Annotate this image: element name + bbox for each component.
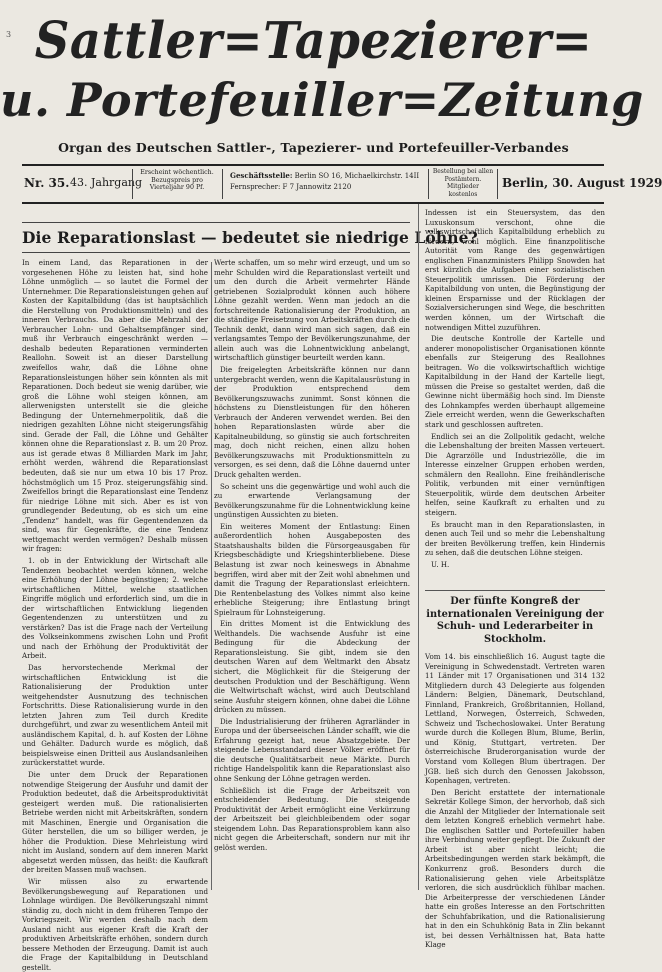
paragraph: Das hervorstechende Merkmal der wirtschaftlichen Entwicklung ist die Rationalisierung der Produktion unter weitgehendster Ausnutzung des technischen Fortschritts. Diese Rationalisierung wurde in den letzten Jahren zum Teil durch Kredite durchgeführt, und zwar zu wesentlichem Anteil mit ausländischem Kapital, d. h. auf Kosten der Löhne und Gehälter. Dadurch wurde es möglich, daß beispielsweise einen Dritteil aus Auslandsanleihen zurückerstattet wurde. bbox=[22, 662, 208, 768]
side-article-headline: Der fünfte Kongreß der internationalen Vereinigung der Schuh- und Lederarbeiter in Stockholm. bbox=[426, 596, 604, 645]
subtitle: Organ des Deutschen Sattler-, Tapezierer- und Portefeuiller-Verbandes bbox=[58, 140, 569, 155]
office-info bbox=[230, 170, 426, 206]
paragraph: Endlich sei an die Zollpolitik gedacht, welche die Lebenshaltung der breiten Massen verteuert. Die Agrarzölle und Industriezölle, die im Interesse einzelner Gruppen erhoben werden, schmälern den Reallohn. Eine freihändlerische Politik, verbunden mit einer vernünftigen Steuerpolitik, würde dem deutschen Arbeiter helfen, seine Kaufkraft zu erhalten und zu steigern. bbox=[425, 431, 605, 517]
info-divider bbox=[132, 169, 133, 199]
office-address: Berlin SO 16, Michaelkirchstr. 14II bbox=[294, 172, 420, 180]
issue-frequency: Erscheint wöchentlich. Bezugspreis pro Vierteljahr 90 Pf. bbox=[140, 169, 214, 191]
paragraph: Die freigelegten Arbeitskräfte können nur dann untergebracht werden, wenn die Kapitalausrüstung in der Produktion entsprechend dem Bevölkerungszuwachs zunimmt. Sonst können die höchstens zu Dienstleistungen für den höheren Verbrauch der Anderen verwendet werden. Bei den hohen Reparationslasten würde aber die Kapitalneubildung, so günstig sie auch fortschreiten mag, doch nicht reichen, einen allzu hohen Bevölkerungszuwachs mit Produktionsmitteln zu versorgen, es sei denn, daß die Löhne dauernd unter Druck gehalten werden. bbox=[214, 365, 410, 480]
paragraph: Die deutsche Kontrolle der Kartelle und anderer monopolistischer Organisationen könnte ebenfalls zur Steigerung des Reallohnes beitragen. Wo die volkswirtschaftlich wichtige Kapitalbildung in der Hand der Kartelle liegt, müssen die Preise so gestaltet werden, daß die Gewinne nicht übermäßig hoch sind. Im Dienste des Lohnkampfes werden überhaupt allgemeine Ziele erreicht werden, wenn die Gewerkschaften stark und geschlossen auftreten. bbox=[425, 334, 605, 430]
paragraph: Vom 14. bis einschließlich 16. August tagte die Vereinigung in Schwedenstadt. Vertreten waren 11 Länder mit 17 Organisationen und 314 132 Mitgliedern durch 43 Delegierte aus folgenden Ländern: Belgien, Dänemark, Deutschland, Finnland, Frankreich, Großbritannien, Holland, Lettland, Norwegen, Österreich, Schweden, Schweiz und Tschechoslowakei. Unter Beratung wurde durch die Kollegen Blum, Blume, Berlin, und König, Stuttgart, vertreten. Der österreichische Bruderorganisation wurde der Vorstand vom Kollegen Blum übertragen. Der JGB. ließ sich durch den Genossen Jakobsson, Kopenhagen, vertreten. bbox=[425, 652, 605, 786]
author-signature: U. H. bbox=[431, 559, 450, 569]
issue-date: Berlin, 30. August 1929 bbox=[502, 176, 662, 190]
paragraph: Indessen ist ein Steuersystem, das den Luxuskonsum verschont, ohne die volkswirtschaftlich Kapitalbildung erheblich zu fördern, wohl möglich. Eine finanzpolitische Autorität vom Range des gegenwärtigen englischen Finanzministers Philipp Snowden hat erst kürzlich die Aufgaben einer sozialistischen Steuerpolitik umrissen. Die Förderung der Kapitalbildung von unten, die Begünstigung der kleinen Ersparnisse und der Rücklagen der Sozialversicherungen sind Wege, die beschritten werden können, um der Wirtschaft die notwendigen Mittel zuzuführen. bbox=[425, 208, 605, 332]
main-article-column-1 bbox=[22, 258, 208, 972]
column-divider bbox=[418, 204, 419, 890]
main-article-column-2 bbox=[214, 258, 410, 890]
paragraph: Die unter dem Druck der Reparationen notwendige Steigerung der Ausfuhr und damit der Produktion bedeutet, daß die Arbeitsproduktivität gesteigert werden muß. Die rationalisierten Betriebe werden nicht mit Arbeitskräften, sondern mit Maschinen, Energie und Organisation die Güter herstellen, die um so billiger werden, je höher die Produktion. Diese Mehrleistung wird nicht im Ausland, sondern auf dem inneren Markt abgesetzt werden müssen, das heißt: die Kaufkraft der breiten Massen muß wachsen. bbox=[22, 769, 208, 875]
paragraph: Es braucht man in den Reparationslasten, in denen auch Teil und so mehr die Lebenshaltung der breiten Bevölkerung treffen, kein Hindernis zu sehen, daß die deutschen Löhne steigen. bbox=[425, 519, 605, 558]
side-article-body bbox=[425, 652, 605, 950]
office-label: Geschäftsstelle: bbox=[230, 171, 293, 180]
article-separator bbox=[425, 590, 605, 591]
page-mark: 3 bbox=[6, 30, 12, 39]
masthead-line1: Sattler=Tapezierer= bbox=[34, 11, 593, 71]
order-info: Bestellung bei allen Postämtern. Mitglieder kostenlos bbox=[432, 168, 494, 198]
paragraph: Den Bericht erstattete der internationale Sekretär Kollege Simon, der hervorhob, daß sich die Anzahl der Mitglieder der Internationale seit dem letzten Kongreß erheblich vermehrt habe. Die englischen Sattler und Portefeuiller haben ihre Verbindung weiter gepflegt. Die Zukunft der Arbeit ist aber nicht leicht; die Arbeitsbedingungen werden stark bekämpft, die Konkurrenz groß. Besonders durch die Rationalisierung gehen viele Arbeitsplätze verloren, die sich ausdrücklich fühlbar machen. Die Arbeiterpresse der verschiedenen Länder hatte ein großes Interesse an den Fortschritten der Schuhfabrikation, und die Rationalisierung hat in den ein Schuhkönig Bata in Zlin bekannt ist, bei dessen Verhältnissen hat, Bata hatte Klage bbox=[425, 787, 605, 950]
paragraph: Ein drittes Moment ist die Entwicklung des Welthandels. Die wachsende Ausfuhr ist eine Bedingung für die Abdeckung der Reparationsleistung. Sie gibt, indem sie den deutschen Waren auf dem Weltmarkt den Absatz sichert, die Möglichkeit für die Steigerung der deutschen Produktion und der Beschäftigung. Wenn die Weltwirtschaft wächst, wird auch Deutschland seine Ausfuhr steigern können, ohne dabei die Löhne drücken zu müssen. bbox=[214, 619, 410, 715]
info-divider bbox=[428, 169, 429, 199]
info-divider bbox=[222, 169, 223, 199]
main-article-column-3 bbox=[425, 208, 605, 586]
paragraph: Wir müssen also zu erwartende Bevölkerungsbewegung auf Reparationen und Lohnlage würdigen. Die Bevölkerungszahl nimmt ständig zu, doch nicht in dem früheren Tempo der Vorkriegszeit. Wir werden deshalb nach dem Ausland nicht aus eigener Kraft die Kraft der produktiven Arbeitskräfte erhöhen, sondern durch bessere Methoden der Erzeugung. Damit ist auch die Frage der Kapitalbildung in Deutschland gestellt. bbox=[22, 877, 208, 972]
paragraph: Die Industrialisierung der früheren Agrarländer in Europa und der überseeischen Länder schafft, wie die Erfahrung gezeigt hat, neue Absatzgebiete. Der steigende Lebensstandard dieser Völker eröffnet für die deutsche Qualitätsarbeit neue Märkte. Durch richtige Handelspolitik kann die Reparationslast also ohne Senkung der Löhne getragen werden. bbox=[214, 716, 410, 783]
issue-year: 43. Jahrgang bbox=[70, 176, 143, 189]
paragraph: 1. ob in der Entwicklung der Wirtschaft alle Tendenzen beobachtet werden können, welche eine Erhöhung der Löhne begünstigen; 2. welche wirtschaftlichen Mittel, welche staatlichen Eingriffe möglich und erforderlich sind, um die in der wirtschaftlichen Entwicklung liegenden Gegentendenzen zu unterstützen und zu verstärken? Das ist die Frage nach der Verteilung des Volkseinkommens zwischen Lohn und Profit und nach der Erhöhung der Produktivität der Arbeit. bbox=[22, 555, 208, 661]
info-divider bbox=[497, 169, 498, 199]
issue-number: Nr. 35. bbox=[24, 176, 70, 190]
paragraph: In einem Land, das Reparationen in der vorgesehenen Höhe zu leisten hat, sind hohe Löhne unmöglich — so lautet die Formel der Unternehmer. Die Reparationsleistungen gehen auf Kosten der Kapitalbildung (das ist hauptsächlich die Herstellung von Produktionsmitteln) und des inneren Verbrauchs. Da aber die Mehrzahl der Verbraucher Lohn- und Gehaltsempfänger sind, muß ihr Verbrauch eingeschränkt werden — deshalb bedeuten Reparationen verminderten Reallohn. Soweit ist an dieser Darstellung zweifellos wahr, daß die Löhne ohne Reparationsleistungen höher sein könnten als mit Reparationen. Doch bedeut sie wenig darüber, wie groß die Löhne wohl steigen können, am allerwenigsten unterstellt sie die gleiche Bedingung der Unternehmerpolitik, daß die niedrigen gezahlten Löhne nicht steigerungsfähig sind. Gerade der Fall, die Löhne und Gehälter können ohne die Reparationslast z. B. um 20 Proz. aus ist gerade etwas 8 Milliarden Mark im Jahr, erhöht werden, während die Reparationslast bedeuten, daß sie nur um etwa 10 bis 17 Proz. höchstmöglich um 15 Proz. steigerungsfähig sind. Zweifellos bringt die Reparationslast eine Tendenz für niedrige Löhne mit sich. Aber es ist von grundlegender Bedeutung, ob es sich um eine „Tendenz“ handelt, was für Gegentendenzen da sind, was für Gegenkräfte, die eine Tendenz wettgemacht werden vermögen? Deshalb müssen wir fragen: bbox=[22, 258, 208, 554]
paragraph: Werte schaffen, um so mehr wird erzeugt, und um so mehr Schulden wird die Reparationslast verteilt und um den durch die Arbeit vermehrter Hände getriebenen Sozialprodukt können auch höhere Löhne gezahlt werden. Wenn man jedoch an die fortschreitende Rationalisierung der Produktion, an die ständige Freisetzung von Arbeitskräften durch die Technik denkt, dann wird man sich sagen, daß ein verlangsamtes Tempo der Bevölkerungszunahme, der allein auch was die Lohnentwicklung anbelangt, wirtschaftlich günstiger beurteilt werden kann. bbox=[214, 258, 410, 363]
main-article-headline: Die Reparationslast — bedeutet sie niedrige Löhne? bbox=[22, 228, 478, 247]
office-phone: Fernsprecher: F 7 Jannowitz 2120 bbox=[230, 183, 352, 191]
column-divider bbox=[211, 262, 212, 890]
masthead-line2: u. Portefeuiller=Zeitung bbox=[0, 73, 644, 127]
paragraph: Ein weiteres Moment der Entlastung: Einen außerordentlich hohen Ausgabeposten des Staatshaushalts bilden die Fürsorgeausgaben für Kriegsbeschädigte und Kriegshinterbliebene. Diese Belastung ist zwar noch keineswegs in Abnahme begriffen, wird aber mit der Zeit wohl abnehmen und damit die Tragung der Reparationslast erleichtern. Die Rentenbelastung des Volkes nimmt also keine erhebliche Steigerung; ihre Entlastung bringt Spielraum für Lohnsteigerung. bbox=[214, 521, 410, 617]
headline-rule-bottom bbox=[22, 252, 410, 253]
issue-info-bar bbox=[22, 164, 662, 204]
headline-rule-top bbox=[22, 222, 410, 223]
paragraph: So scheint uns die gegenwärtige und wohl auch die zu erwartende Verlangsamung der Bevölkerungszunahme für die Lohnentwicklung keine ungünstigen Aussichten zu bieten. bbox=[214, 481, 410, 520]
paragraph: Schließlich ist die Frage der Arbeitszeit von entscheidender Bedeutung. Die steigende Produktivität der Arbeit ermöglicht eine Verkürzung der Arbeitszeit bei gleichbleibendem oder sogar steigendem Lohn. Das Reparationsproblem kann also nicht gegen die Arbeiterschaft, sondern nur mit ihr gelöst werden. bbox=[214, 785, 410, 852]
